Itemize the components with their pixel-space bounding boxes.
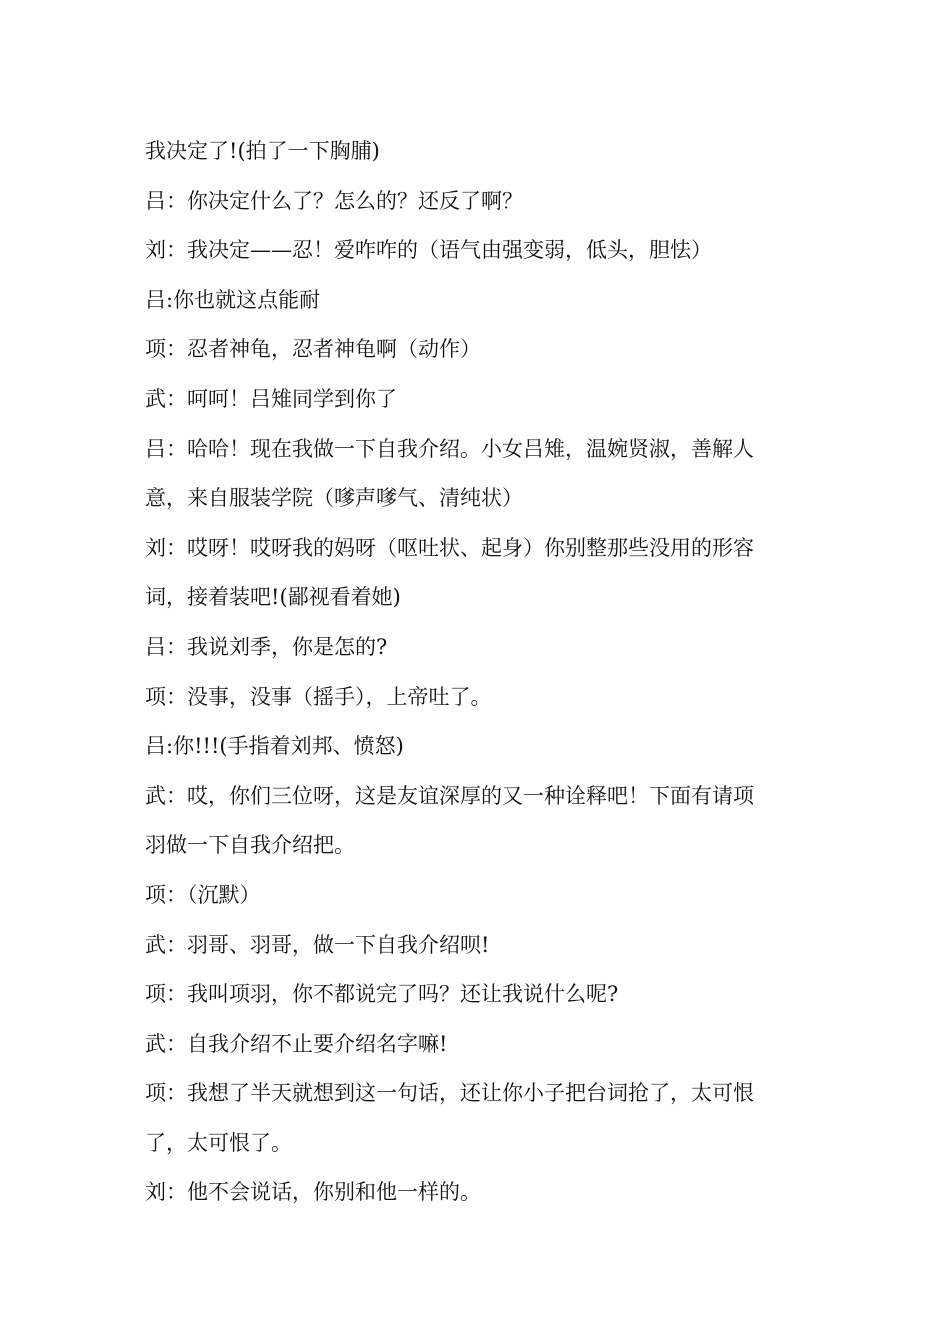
script-body <box>145 134 815 1225</box>
script-line: 了，太可恨了。 <box>145 1130 292 1155</box>
script-line: 吕：哈哈！现在我做一下自我介绍。小女吕雉，温婉贤淑，善解人 <box>145 436 754 461</box>
script-line: 项：（沉默） <box>145 882 261 907</box>
script-line: 词，接着装吧!(鄙视看着她) <box>145 585 401 610</box>
script-line: 吕：你决定什么了？怎么的？还反了啊？ <box>145 188 523 213</box>
script-line: 项：没事，没事（摇手），上帝吐了。 <box>145 684 492 709</box>
script-line: 我决定了!(拍了一下胸脯) <box>145 139 380 163</box>
script-line: 意，来自服装学院（嗲声嗲气、清纯状） <box>145 486 523 511</box>
script-line: 刘：他不会说话，你别和他一样的。 <box>145 1180 481 1205</box>
script-line: 武：哎，你们三位呀，这是友谊深厚的又一种诠释吧！下面有请项 <box>145 783 754 808</box>
script-line: 吕：我说刘季，你是怎的? <box>145 634 388 659</box>
script-line: 武：羽哥、羽哥，做一下自我介绍呗! <box>145 932 490 957</box>
script-line: 项：忍者神龟，忍者神龟啊（动作） <box>145 337 481 362</box>
script-line: 刘：哎呀！哎呀我的妈呀（呕吐状、起身）你别整那些没用的形容 <box>145 535 754 560</box>
script-line: 武：自我介绍不止要介绍名字嘛! <box>145 1031 448 1056</box>
script-line: 吕:你!!!(手指着刘邦、愤怒) <box>145 734 404 759</box>
script-line: 项：我叫项羽，你不都说完了吗？还让我说什么呢? <box>145 982 619 1007</box>
script-line: 刘：我决定——忍！爱咋咋的（语气由强变弱，低头，胆怯） <box>145 238 712 263</box>
script-line: 项：我想了半天就想到这一句话，还让你小子把台词抢了，太可恨 <box>145 1081 754 1106</box>
script-line: 武：呵呵！吕雉同学到你了 <box>145 386 397 411</box>
script-line: 羽做一下自我介绍把。 <box>145 833 355 858</box>
script-line: 吕:你也就这点能耐 <box>145 287 321 312</box>
